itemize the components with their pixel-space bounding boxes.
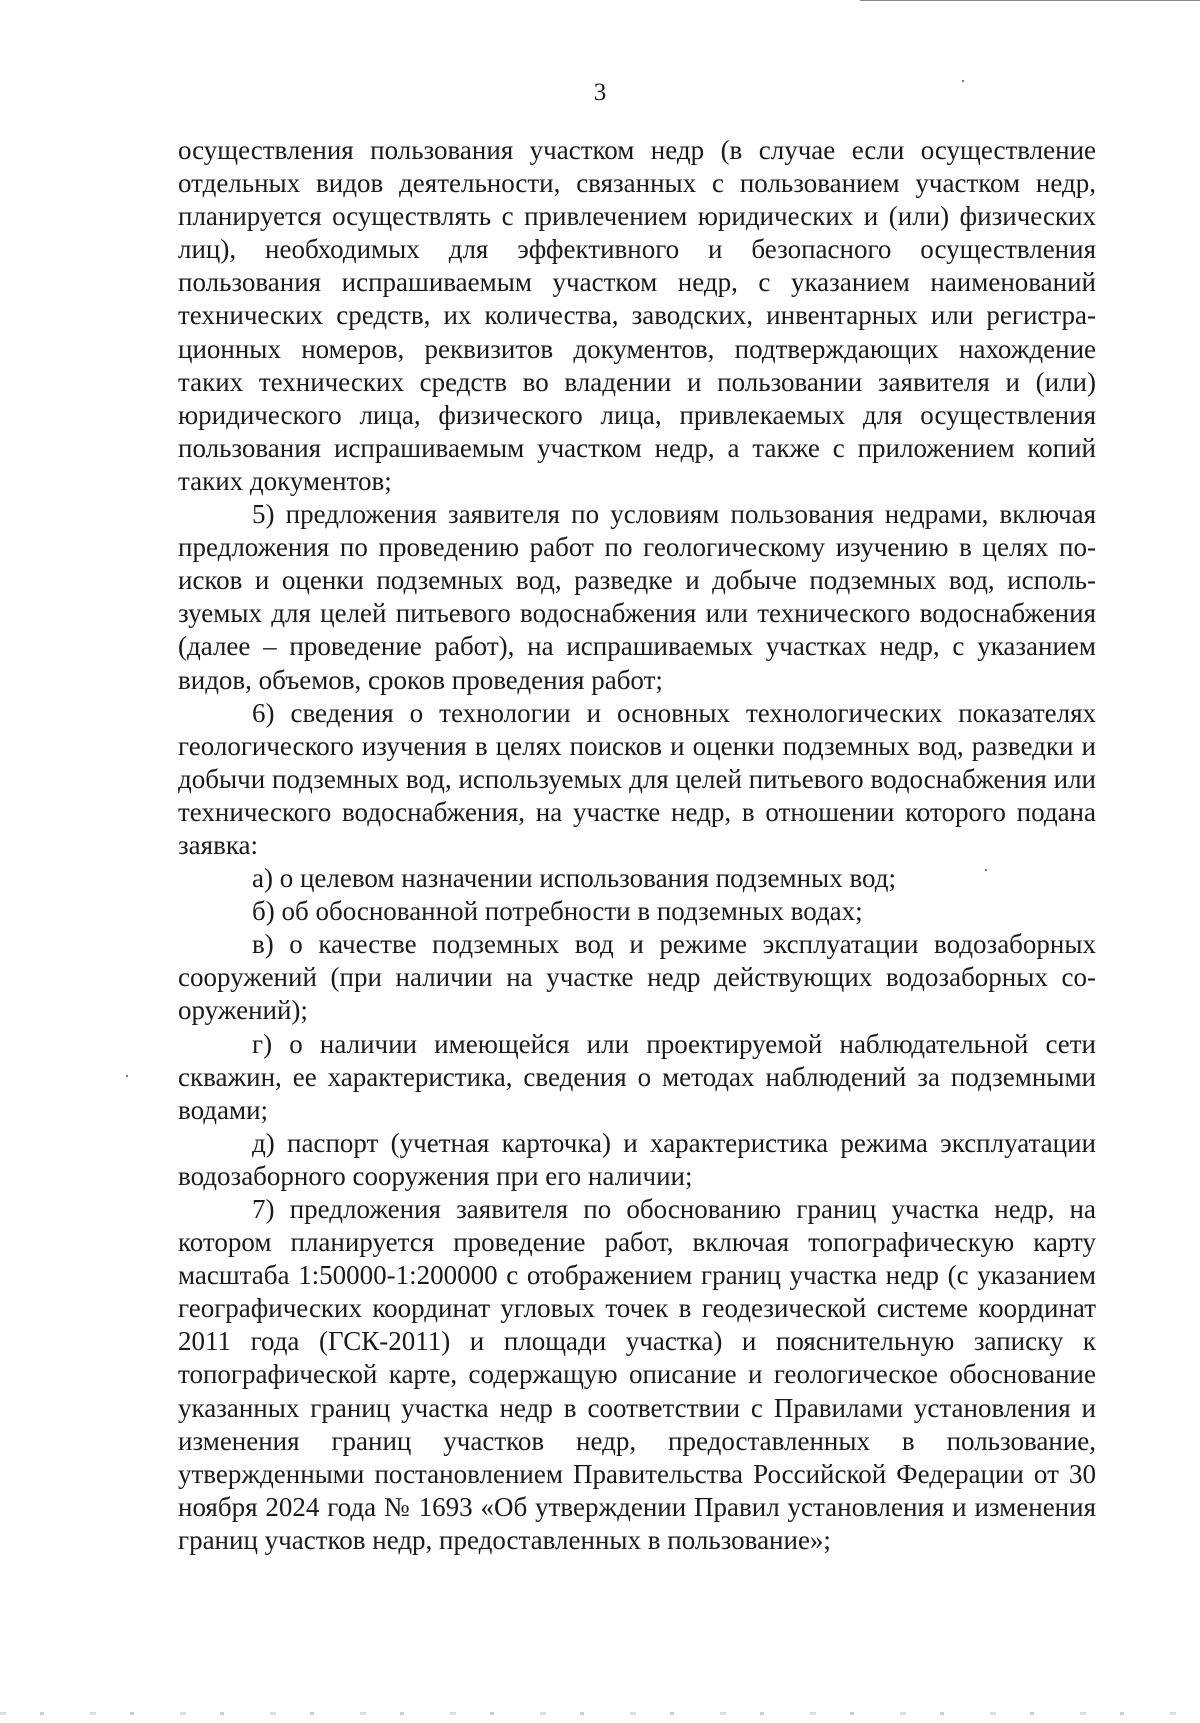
scan-speck bbox=[126, 1075, 128, 1077]
scan-bottom-noise bbox=[0, 1712, 1200, 1715]
paragraph-continuation: осуществления пользования участком недр (в случае если осуществление отдельных видов деятельности, связанных с пользованием участком недр, планируется осуществлять с привлечением юридических и (или) физических лиц), необходимых для эффективного и безопасного осуществления пользования испрашиваемым участком недр, с указанием наименований технических средств, их количества, заводских, инвентарных или регистрационных номеров, реквизитов документов, подтверждающих нахождение таких технических средств во владении и пользовании заявителя и (или) юридического лица, физического лица, привлекаемых для осуществления пользования испрашиваемым участком недр, а также с приложением копий таких документов; bbox=[178, 135, 1096, 496]
scan-speck bbox=[962, 80, 964, 82]
subitem-d: д) паспорт (учетная карточка) и характеристика режима эксплуатации водозаборного сооружения при его наличии; bbox=[178, 1127, 1096, 1191]
subitem-b: б) об обоснованной потребности в подземных водах; bbox=[252, 896, 863, 927]
page-number: 3 bbox=[593, 79, 607, 106]
document-body bbox=[178, 134, 1096, 1557]
subitem-a: а) о целевом назначении использования подземных вод; bbox=[252, 863, 896, 894]
paragraph-item-5: 5) предложения заявителя по условиям пользования недрами, включая предложения по проведению работ по геологическому изучению в целях поисков и оценки подземных вод, разведке и добыче подземных вод, используемых для целей питьевого водоснабжения или технического водоснабжения (далее – проведение работ), на испрашиваемых участках недр, с указанием видов, объемов, сроков проведения работ; bbox=[178, 499, 1096, 695]
paragraph-item-7: 7) предложения заявителя по обоснованию границ участка недр, на котором планируется проведение работ, включая топографическую карту масштаба 1:50000-1:200000 с отображением границ участка недр (с указанием географических координат угловых точек в геодезической системе координат 2011 года (ГСК-2011) и площади участка) и пояснительную записку к топографической карте, содержащую описание и геологическое обоснование указанных границ участка недр в соответствии с Правилами установления и изменения границ участков недр, предоставленных в пользование, утвержденными постановлением Правительства Российской Федерации от 30 ноября 2024 года № 1693 «Об утверждении Правил установления и изменения границ участков недр, предоставленных в пользование»; bbox=[178, 1194, 1096, 1555]
subitem-v: в) о качестве подземных вод и режиме эксплуатации водозаборных сооружений (при наличии на участке недр действующих водозаборных сооружений); bbox=[178, 929, 1096, 1026]
scan-edge-line bbox=[860, 0, 1200, 1]
scan-speck bbox=[985, 869, 987, 871]
paragraph-item-6: 6) сведения о технологии и основных технологических показателях геологического изучения в целях поисков и оценки подземных вод, разведки и добычи подземных вод, используемых для целей питьевого водоснабжения или технического водоснабжения, на участке недр, в отношении которого подана заявка: bbox=[178, 697, 1096, 860]
subitem-g: г) о наличии имеющейся или проектируемой наблюдательной сети скважин, ее характеристика, сведения о методах наблюдений за подземными водами; bbox=[178, 1028, 1096, 1125]
